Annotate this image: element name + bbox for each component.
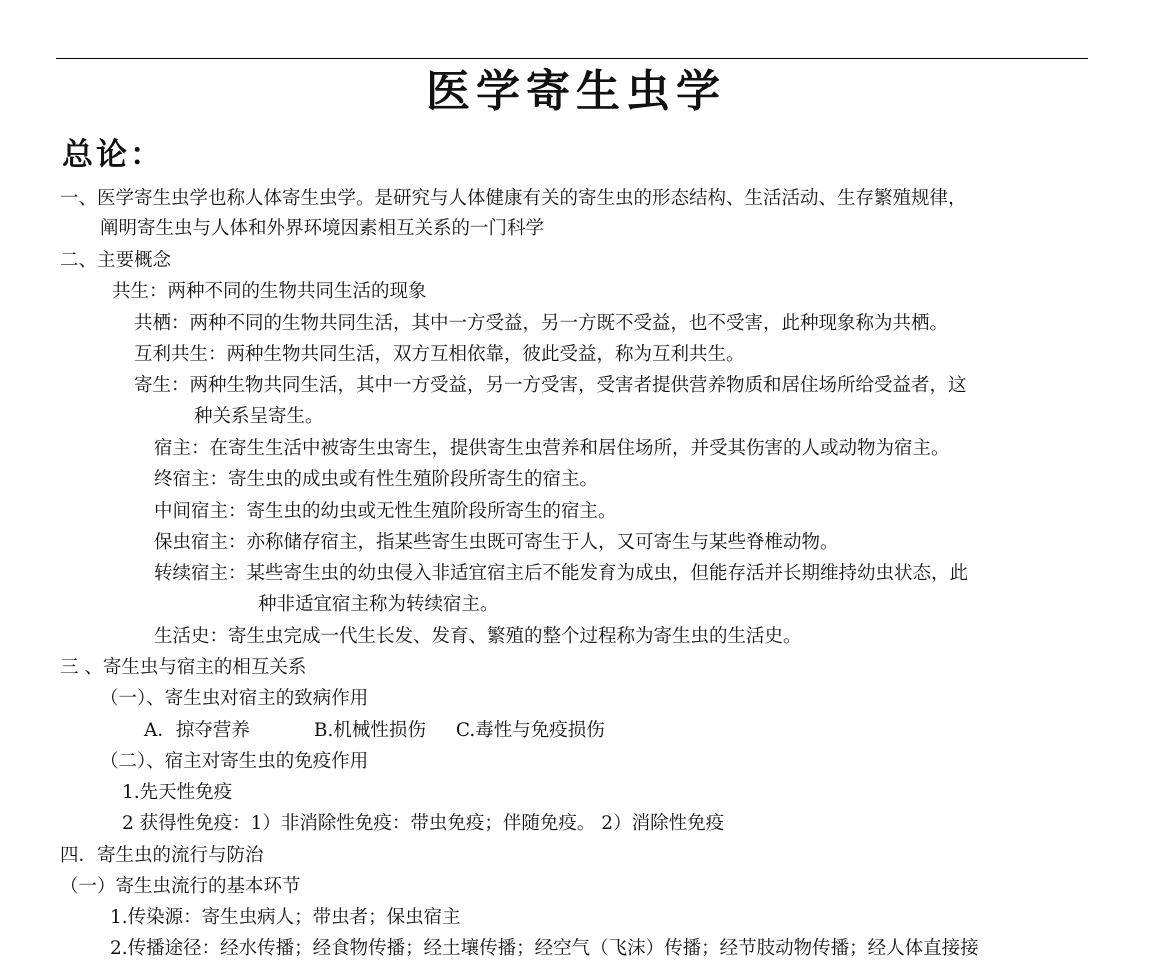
item3-sub1: （一）、寄生虫对宿主的致病作用	[100, 688, 369, 709]
item3-heading: 三 、寄生虫与宿主的相互关系	[60, 657, 307, 678]
item3-sub2-2: 2 获得性免疫：1）非消除性免疫：带虫免疫；伴随免疫。 2）消除性免疫	[122, 813, 725, 834]
concept-jisheng-line2: 种关系呈寄生。	[194, 406, 324, 427]
document-title: 医学寄生虫学	[426, 66, 726, 117]
item3-sub2-1: 1.先天性免疫	[122, 782, 233, 803]
concept-zhongjian: 中间宿主：寄生虫的幼虫或无性生殖阶段所寄生的宿主。	[154, 501, 617, 522]
item4-heading: 四．寄生虫的流行与防治	[60, 845, 264, 866]
item1-line2: 阐明寄生虫与人体和外界环境因素相互关系的一门科学	[100, 218, 545, 239]
concept-zhongsuzhu: 终宿主：寄生虫的成虫或有性生殖阶段所寄生的宿主。	[154, 469, 599, 490]
item1-line1: 一、医学寄生虫学也称人体寄生虫学。是研究与人体健康有关的寄生虫的形态结构、生活活动、生存繁殖规律，	[60, 188, 967, 209]
option-c: C.毒性与免疫损伤	[455, 720, 605, 741]
concept-zhuanxu-line2: 种非适宜宿主称为转续宿主。	[258, 594, 499, 615]
option-b: B.机械性损伤	[313, 720, 426, 741]
item4-sub1: （一）寄生虫流行的基本环节	[60, 876, 301, 897]
section-heading: 总论：	[62, 137, 164, 173]
concept-shenghuoshi: 生活史：寄生虫完成一代生长发、发育、繁殖的整个过程称为寄生虫的生活史。	[154, 626, 802, 647]
concept-suzhu: 宿主：在寄生生活中被寄生虫寄生，提供寄生虫营养和居住场所，并受其伤害的人或动物为宿主。	[154, 438, 950, 459]
concept-gongsheng: 共生：两种不同的生物共同生活的现象	[112, 281, 427, 302]
item2-heading: 二、主要概念	[60, 250, 172, 271]
concept-huli: 互利共生：两种生物共同生活，双方互相依靠，彼此受益，称为互利共生。	[134, 344, 745, 365]
concept-jisheng-line1: 寄生：两种生物共同生活，其中一方受益，另一方受害，受害者提供营养物质和居住场所给受益者，这	[134, 375, 967, 396]
option-a: A．掠夺营养	[144, 720, 250, 741]
item4-sub1-2: 2.传播途径：经水传播；经食物传播；经土壤传播；经空气（飞沫）传播；经节肢动物传播；经人体直接接	[110, 938, 979, 959]
item3-sub1-options	[144, 716, 605, 746]
concept-baochong: 保虫宿主：亦称储存宿主，指某些寄生虫既可寄生于人，又可寄生与某些脊椎动物。	[154, 532, 839, 553]
concept-zhuanxu-line1: 转续宿主：某些寄生虫的幼虫侵入非适宜宿主后不能发育为成虫，但能存活并长期维持幼虫状态，此	[154, 563, 969, 584]
concept-gongqi: 共栖：两种不同的生物共同生活，其中一方受益，另一方既不受益，也不受害，此种现象称为共栖。	[134, 313, 949, 334]
header-rule	[56, 58, 1088, 59]
item3-sub2: （二）、宿主对寄生虫的免疫作用	[100, 751, 369, 772]
item4-sub1-1: 1.传染源：寄生虫病人；带虫者；保虫宿主	[110, 907, 461, 928]
